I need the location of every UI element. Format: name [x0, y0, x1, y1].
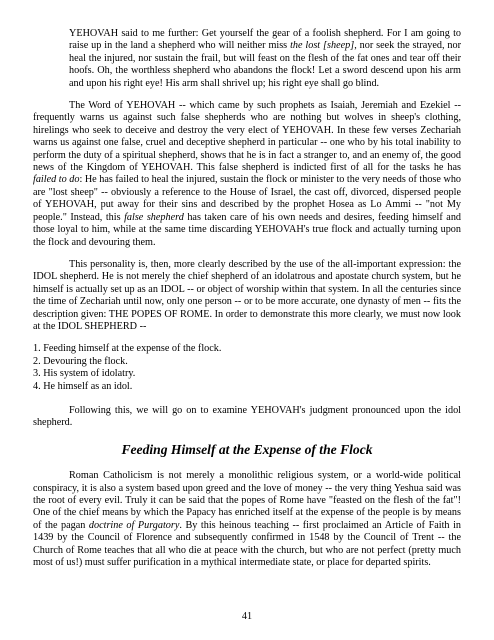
body-paragraph-4: Roman Catholicism is not merely a monolithic religious system, or a world-wide political conspiracy, it is also a system based upon greed and the love of money -- the very thing Yeshua said was the root of every evil. Truly it can be said that the popes of Rome have "feasted on the flesh of the fat"! One of the chief means by which the Papacy has enriched itself at the expense of the people is by means of the pagan doctrine of Purgatory. By this heinous teaching -- first proclaimed an Article of Faith in 1439 by the Council of Florence and subsequently confirmed in 1548 by the Council of Trent -- the Church of Rome teaches that all who die at peace with the church, but who are not perfect (pretty much most of us!) must suffer purification in a mythical intermediate state, or place for departed spirits.	[33, 470, 461, 569]
list-item: 1. Feeding himself at the expense of the flock.	[33, 343, 222, 355]
body-paragraph-3: Following this, we will go on to examine YEHOVAH's judgment pronounced upon the idol shepherd.	[33, 404, 461, 429]
list-item: 4. He himself as an idol.	[33, 380, 133, 392]
list-item: 2. Devouring the flock.	[33, 355, 128, 367]
page-number: 41	[241, 611, 253, 622]
section-heading: Feeding Himself at the Expense of the Flock	[121, 441, 373, 457]
body-paragraph-1: The Word of YEHOVAH -- which came by such prophets as Isaiah, Jeremiah and Ezekiel -- frequently warns us against such false shepherds who are nothing but wolves in sheep's clothing, hirelings who seek to deceive and destroy the very elect of YEHOVAH. In these few verses Zechariah warns us against one false, cruel and deceptive shepherd in particular -- one who by his total inability to perform the duty of a spiritual shepherd, shows that he is in fact a stranger to, and an enemy of, the good news of the Kingdom of YEHOVAH. This false shepherd is indicted first of all for the tasks he has failed to do: He has failed to heal the injured, sustain the flock or minister to the very needs of those who are "lost sheep" -- obviously a reference to the House of Israel, the cast off, divorced, dispersed people of YEHOVAH, put away for their sins and described by the prophet Hosea as Lo Ammi -- "not My people." Instead, this false shepherd has taken care of his own needs and desires, feeding himself and those loyal to him, while at the same time discarding YEHOVAH's true flock and actually turning upon the flock and devouring them.	[33, 100, 462, 248]
quote-paragraph: YEHOVAH said to me further: Get yourself the gear of a foolish shepherd. For I am going to raise up in the land a shepherd who will neither miss the lost [sheep], nor seek the strayed, nor heal the injured, nor sustain the frail, but will feast on the flesh of the fat ones and tear off their hoofs. Oh, the worthless shepherd who abandons the flock! Let a sword descend upon his arm and upon his right eye! His arm shall shrivel up; his right eye shall go blind.	[69, 28, 461, 89]
body-paragraph-2: This personality is, then, more clearly described by the use of the all-important expression: the IDOL shepherd. He is not merely the chief shepherd of an idolatrous and apostate church system, but he himself is actually set up as an IDOL -- or object of worship within that system. In all the centuries since the time of Zechariah until now, only one person -- or to be more accurate, one dynasty of men -- fits the description given: THE POPES OF ROME. In order to demonstrate this more clearly, we must now look at the IDOL SHEPHERD --	[33, 258, 461, 332]
list-item: 3. His system of idolatry.	[33, 368, 136, 380]
numbered-list	[33, 343, 461, 393]
document-page	[33, 28, 461, 579]
